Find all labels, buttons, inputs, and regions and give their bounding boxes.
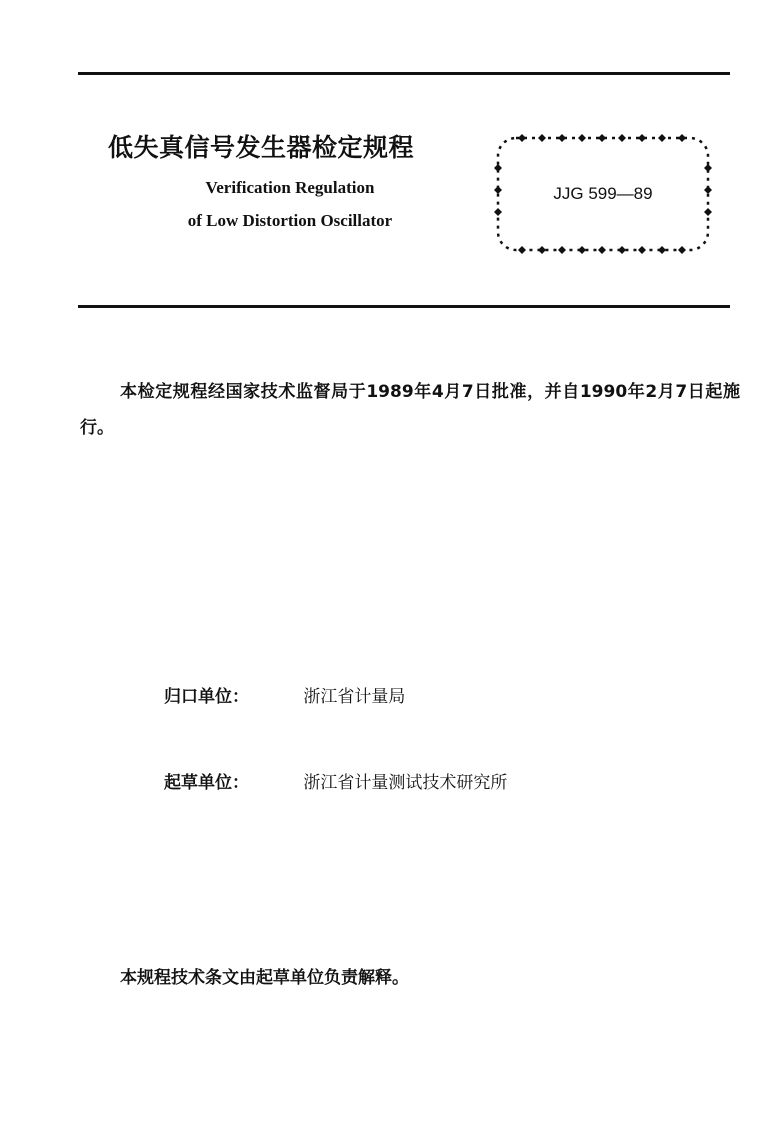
approval-statement: 本检定规程经国家技术监督局于1989年4月7日批准，并自1990年2月7日起施行。 xyxy=(80,382,740,438)
document-title-chinese: 低失真信号发生器检定规程 xyxy=(108,133,415,162)
regulation-code: JJG 599—89 xyxy=(553,184,653,203)
bottom-rule xyxy=(78,305,730,308)
interpretation-note: 本规程技术条文由起草单位负责解释。 xyxy=(120,968,409,988)
responsible-unit-value: 浙江省计量局 xyxy=(303,687,406,707)
drafting-unit-row xyxy=(164,768,507,793)
document-title-english-line1: Verification Regulation xyxy=(205,178,375,197)
document-title-english-line2: of Low Distortion Oscillator xyxy=(187,211,393,230)
drafting-unit-value: 浙江省计量测试技术研究所 xyxy=(303,773,508,793)
responsible-unit-row xyxy=(164,682,405,707)
drafting-unit-label: 起草单位： xyxy=(164,773,249,793)
responsible-unit-label: 归口单位： xyxy=(164,687,249,707)
top-rule xyxy=(78,72,730,75)
